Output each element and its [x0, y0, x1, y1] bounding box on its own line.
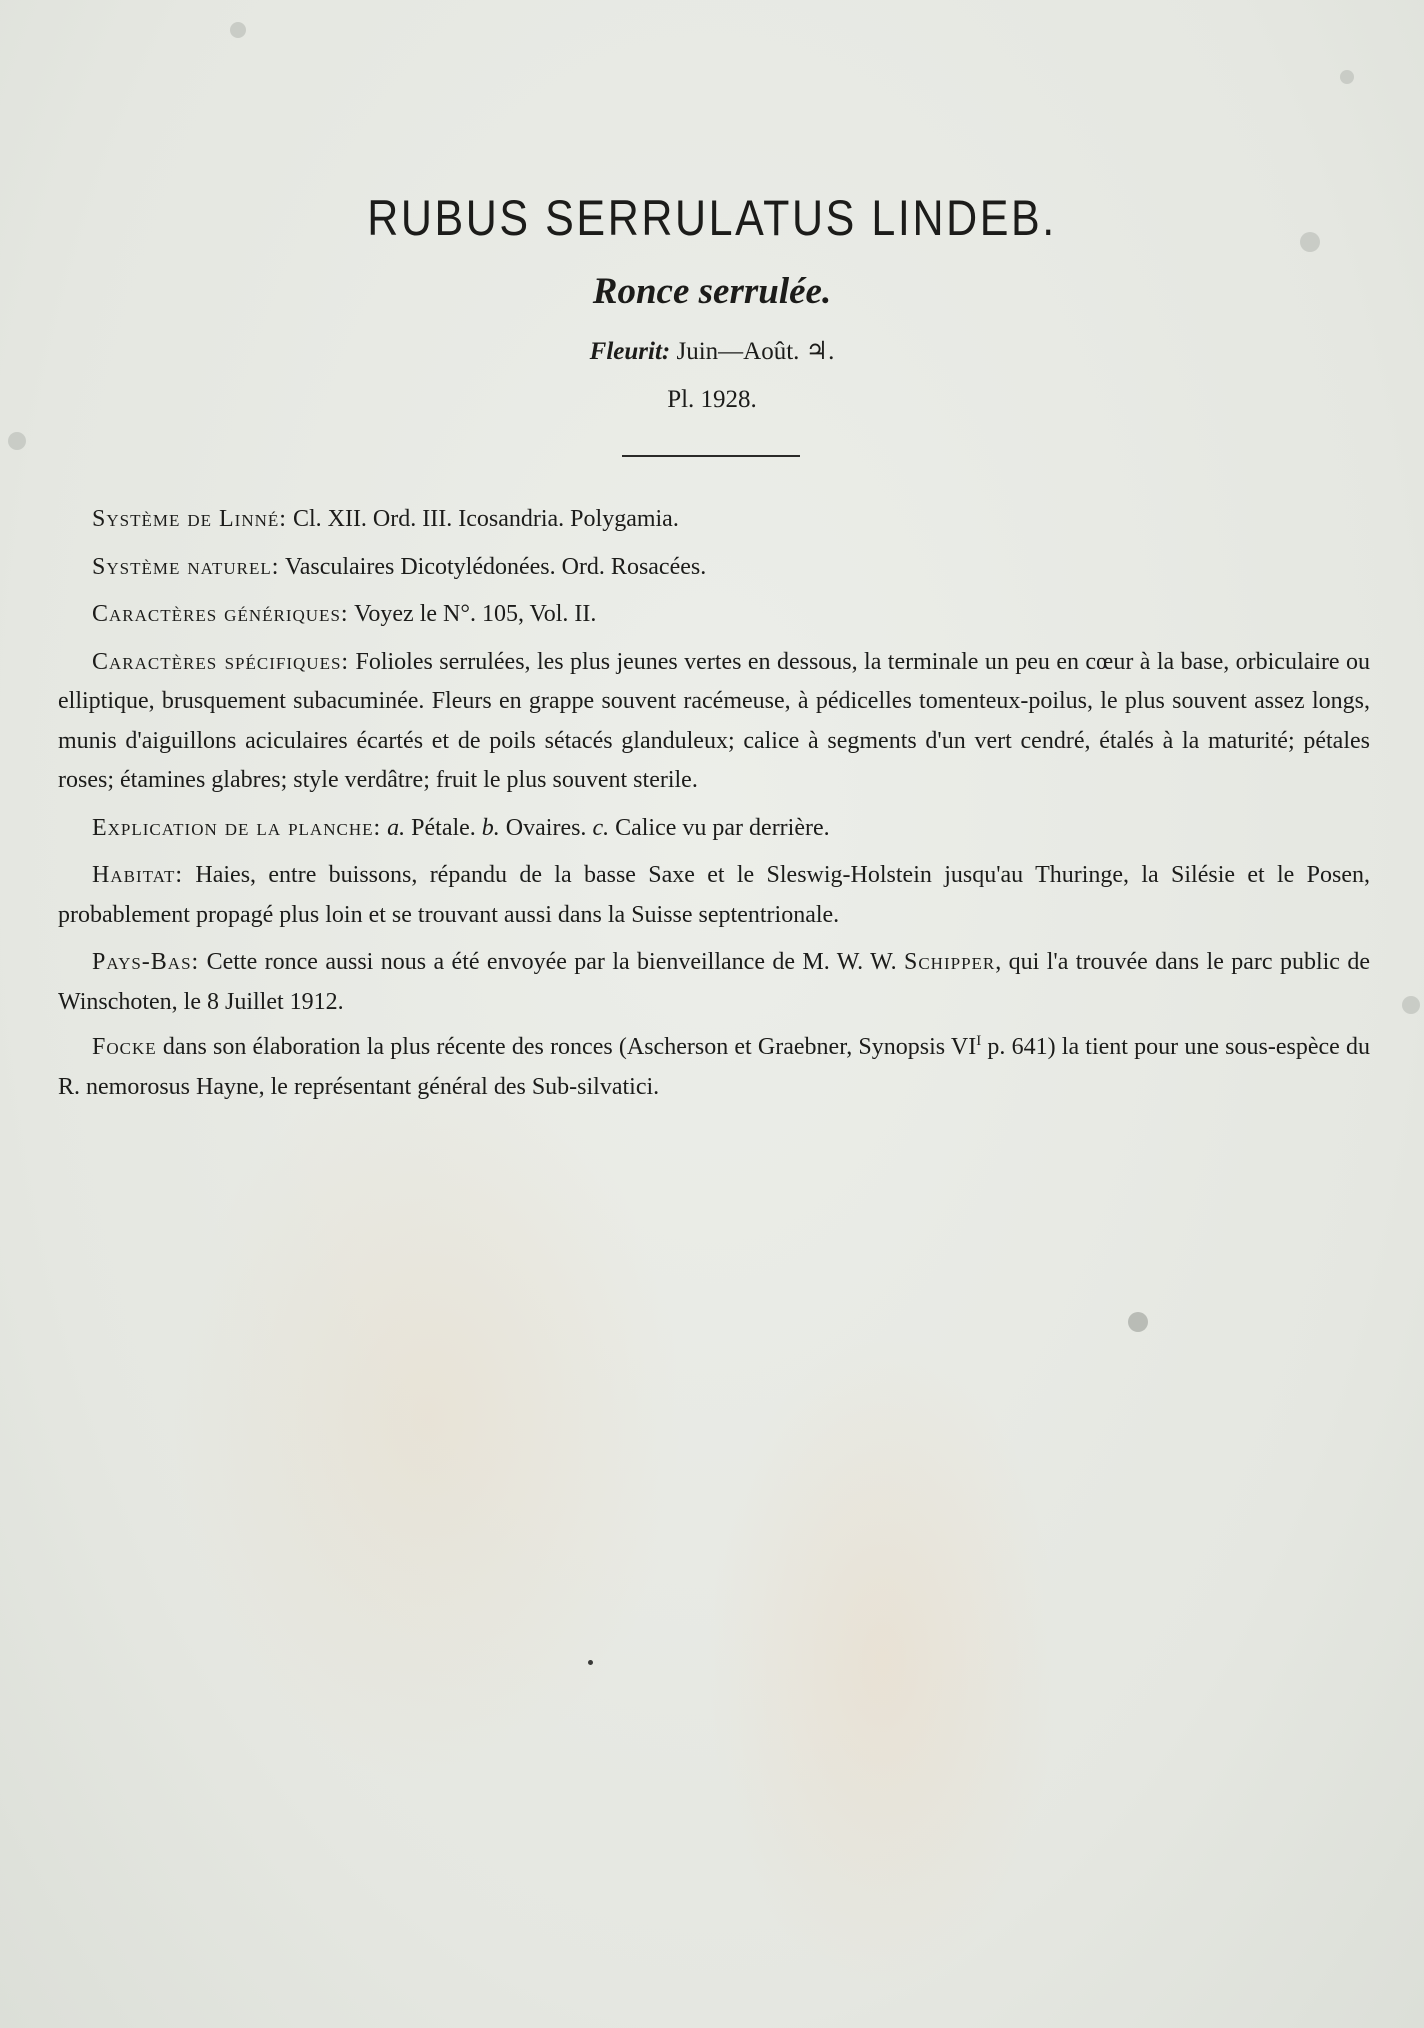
section-text: , qui l'a trouvée dans le parc public de Winschoten, le 8 Juillet 1912. — [58, 949, 1370, 1015]
section-linnaeus — [58, 500, 1370, 540]
section-focke — [58, 1022, 1370, 1107]
section-label: Système de Linné: — [92, 506, 287, 532]
description-body — [58, 500, 1370, 1115]
section-plate-explanation — [58, 809, 1370, 849]
paper-speck — [588, 1660, 593, 1665]
section-label: Système naturel: — [92, 553, 280, 580]
paper-speck — [230, 22, 246, 38]
collector-name: Schipper — [904, 949, 996, 975]
section-text: Haies, entre buissons, répandu de la basse Saxe et le Sleswig-Holstein jusqu'au Thuringe, la Silésie et le Posen, probablement propagé plus loin et se trouvant aussi dans la Suisse septentrionale. — [58, 862, 1370, 928]
section-text: p. 641) la tient pour une sous-espèce du R. nemorosus Hayne, le représentant général des Sub-silvatici. — [58, 1034, 1371, 1100]
section-label: Caractères spécifiques: — [92, 648, 350, 675]
author-name: Focke — [92, 1034, 157, 1060]
title-divider — [622, 455, 800, 457]
volume-superscript: I — [976, 1033, 982, 1049]
figure-letter: a. — [387, 814, 406, 841]
paper-speck — [1402, 996, 1420, 1014]
section-text: Cl. XII. Ord. III. Icosandria. Polygamia. — [286, 506, 679, 532]
section-natural-system — [58, 548, 1370, 588]
paper-speck — [1128, 1312, 1148, 1332]
flowering-label: Fleurit: — [589, 338, 671, 365]
common-name: Ronce serrulée. — [592, 271, 832, 312]
section-label: Pays-Bas: — [92, 949, 200, 975]
section-text: Cette ronce aussi nous a été envoyée par la bienveillance de M. W. W. — [199, 949, 904, 975]
section-netherlands — [58, 943, 1370, 1022]
section-label: Habitat: — [92, 862, 184, 888]
section-text: dans son élaboration la plus récente des ronces (Ascherson et Graebner, Synopsis VI — [156, 1034, 977, 1060]
paper-speck — [1340, 70, 1354, 84]
page-title: RUBUS SERRULATUS LINDEB. — [367, 190, 1057, 246]
section-text: Vasculaires Dicotylédonées. Ord. Rosacées. — [279, 553, 707, 580]
figure-text: Calice vu par derrière. — [609, 814, 830, 841]
section-text: Voyez le N°. 105, Vol. II. — [348, 601, 597, 627]
section-label: Explication de la planche: — [92, 814, 382, 841]
figure-text: Pétale. — [405, 814, 482, 841]
section-text: Folioles serrulées, les plus jeunes vertes en dessous, la terminale un peu en cœur à la base, orbiculaire ou elliptique, brusquement subacuminée. Fleurs en grappe souvent racémeuse, à pédicelles tomenteux-poilus, le plus souvent assez longs, munis d'aiguillons aciculaires écartés et de poils sétacés glanduleux; calice à segments d'un vert cendré, étalés à la maturité; pétales roses; étamines glabres; style verdâtre; fruit le plus souvent sterile. — [58, 648, 1371, 793]
figure-text: Ovaires. — [499, 814, 593, 841]
flowering-line — [0, 336, 1424, 368]
plate-number: Pl. 1928. — [667, 386, 757, 413]
figure-letter: b. — [481, 814, 500, 841]
flowering-value: Juin—Août. ♃. — [676, 338, 835, 365]
section-habitat — [58, 856, 1370, 935]
section-generic-characters — [58, 595, 1370, 635]
paper-speck — [8, 432, 26, 450]
figure-letter: c. — [592, 814, 610, 841]
section-specific-characters — [58, 643, 1370, 801]
section-label: Caractères génériques: — [92, 601, 349, 627]
